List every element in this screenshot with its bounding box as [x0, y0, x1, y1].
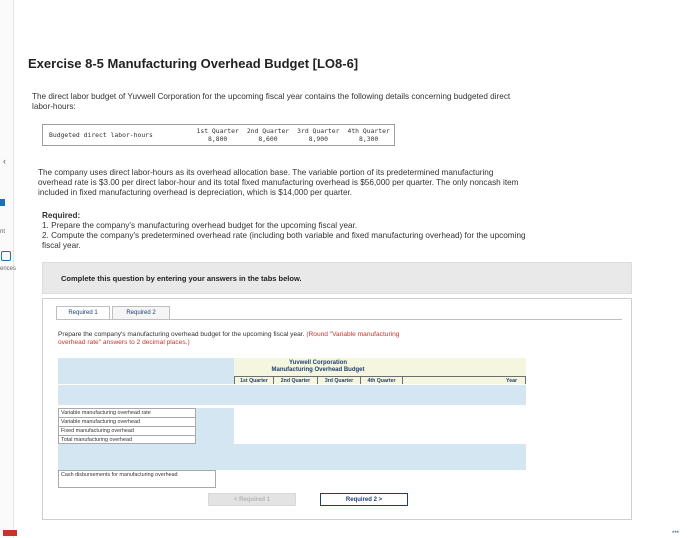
intro-text: [32, 92, 652, 112]
page-title: Exercise 8-5 Manufacturing Overhead Budget [LO8-6]: [28, 56, 359, 71]
quarter-header: 2nd Quarter: [243, 125, 293, 136]
nav-marker-icon: [0, 199, 5, 206]
body-line-1: The company uses direct labor-hours as its overhead allocation base. The variable portion of its predetermined manufacturing: [38, 168, 494, 177]
sidebar-label-nt[interactable]: nt: [0, 229, 6, 235]
row-label: Variable manufacturing overhead: [58, 417, 196, 426]
hours-value: 8,600: [243, 135, 293, 146]
required-item-2: 2. Compute the company's predetermined overhead rate (including both variable and fixed manufacturing overhead) for the upcoming: [42, 231, 526, 240]
labor-hours-table: [42, 124, 395, 146]
budget-title: Manufacturing Overhead Budget: [271, 367, 365, 373]
tab-required-2[interactable]: Required 2: [112, 306, 170, 320]
company-name: Yuvwell Corporation: [288, 360, 347, 366]
label-filler: [196, 435, 234, 444]
row-label: Fixed manufacturing overhead: [58, 426, 196, 435]
required-item-2-cont: fiscal year.: [42, 241, 81, 250]
chevron-left-icon[interactable]: ‹: [3, 156, 6, 166]
brand-mark-icon: [3, 530, 17, 536]
table-row: [58, 435, 526, 444]
column-header: Year: [402, 376, 526, 384]
cash-disbursements-label: Cash disbursements for manufacturing overhead: [58, 470, 216, 488]
quarter-header: 3rd Quarter: [293, 125, 343, 136]
prompt-text: Prepare the company's manufacturing overhead budget for the upcoming fiscal year.: [58, 331, 305, 338]
spacer-band: [58, 385, 526, 405]
body-line-3: included in fixed manufacturing overhead is depreciation, which is $14,000 per quarter.: [38, 188, 353, 197]
footer-marker: ***: [672, 531, 680, 537]
hours-value: 8,300: [343, 135, 394, 146]
column-header: 2nd Quarter: [273, 376, 317, 384]
next-required-button[interactable]: Required 2 >: [320, 493, 408, 506]
column-header: 3rd Quarter: [317, 376, 360, 384]
intro-line-1: The direct labor budget of Yuvwell Corporation for the upcoming fiscal year contains the following details concerning budgeted direct: [32, 92, 511, 101]
problem-body: [38, 168, 658, 198]
column-header: 1st Quarter: [234, 376, 273, 384]
instructions-box: [42, 262, 632, 294]
row-label: Variable manufacturing overhead rate: [58, 408, 196, 417]
left-sidebar: [0, 0, 17, 538]
body-line-2: overhead rate is $3.00 per direct labor-hour and its total fixed manufacturing overhead is $56,000 per quarter. The only noncash item: [38, 178, 519, 187]
prev-required-button[interactable]: < Required 1: [208, 493, 296, 506]
table-row: [58, 408, 526, 417]
hours-value: 8,900: [293, 135, 343, 146]
tab-divider: [56, 319, 622, 320]
rounding-note-cont: overhead rate" answers to 2 decimal places.): [58, 339, 190, 346]
labor-hours-label: Budgeted direct labor-hours: [43, 125, 193, 146]
instructions-text: Complete this question by entering your answers in the tabs below.: [61, 274, 302, 283]
table-row: [58, 417, 526, 426]
row-label: Total manufacturing overhead: [58, 435, 196, 444]
required-section: [42, 211, 662, 251]
quarter-header: 4th Quarter: [343, 125, 394, 136]
rounding-note: (Round "Variable manufacturing: [306, 331, 400, 338]
tab-required-1[interactable]: Required 1: [56, 306, 110, 320]
label-filler: [196, 408, 234, 417]
references-icon[interactable]: [1, 251, 11, 261]
sidebar-label-references[interactable]: ences: [0, 266, 17, 272]
table-row: [58, 426, 526, 435]
spacer-band: [58, 444, 526, 470]
column-header: 4th Quarter: [360, 376, 402, 384]
required-item-1: 1. Prepare the company's manufacturing overhead budget for the upcoming fiscal year.: [42, 221, 358, 230]
label-filler: [196, 426, 234, 435]
task-prompt: [58, 331, 568, 347]
hours-value: 8,800: [193, 135, 243, 146]
label-filler: [196, 417, 234, 426]
intro-line-2: labor-hours:: [32, 102, 76, 111]
quarter-header: 1st Quarter: [193, 125, 243, 136]
required-heading: Required:: [42, 211, 81, 220]
